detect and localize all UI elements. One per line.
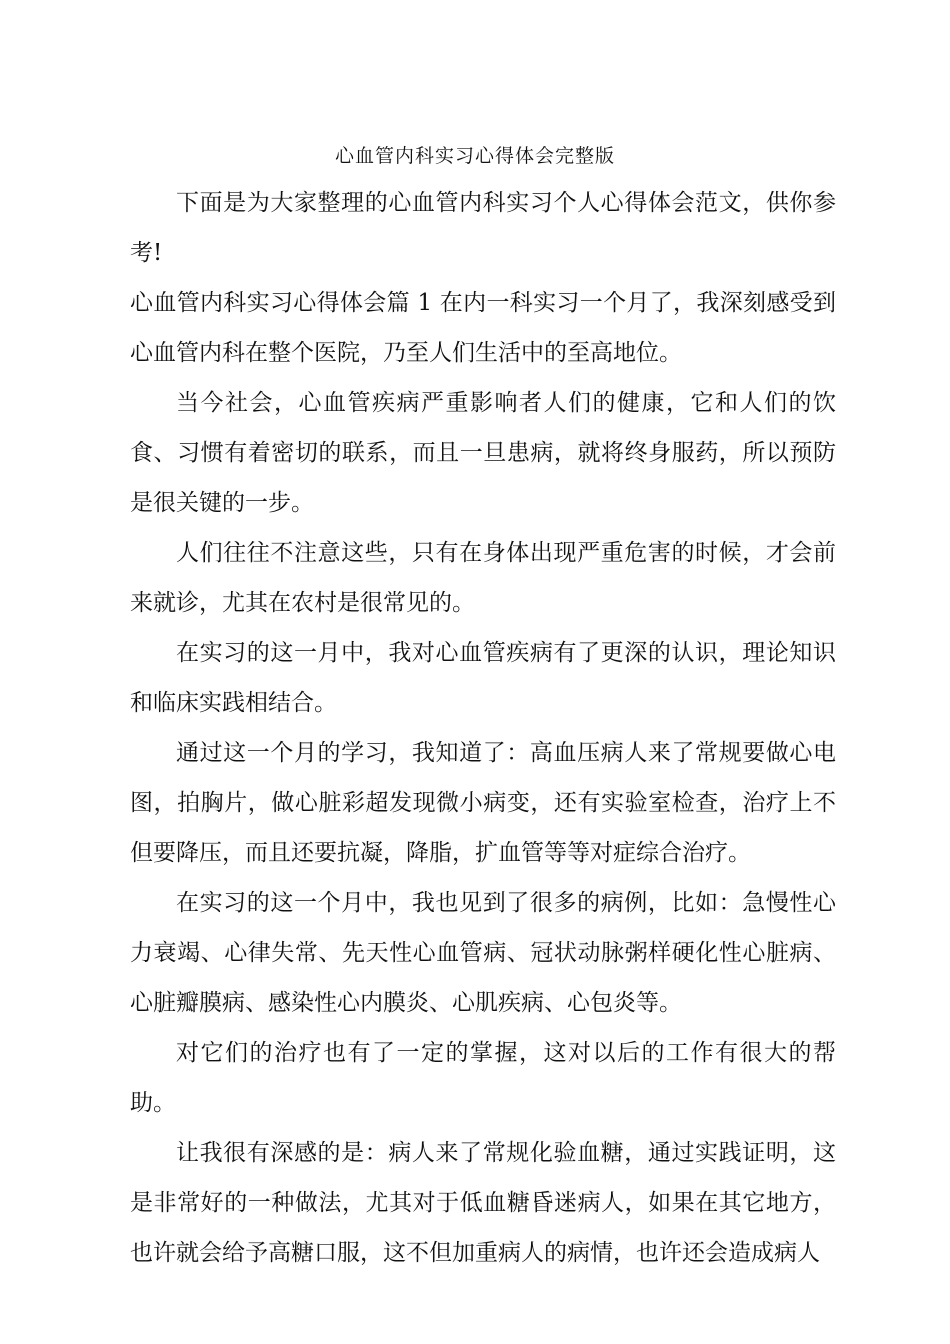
paragraph-4: 在实习的这一月中，我对心血管疾病有了更深的认识，理论知识和临床实践相结合。 <box>130 640 836 716</box>
paragraph-3: 人们往往不注意这些，只有在身体出现严重危害的时候，才会前来就诊，尤其在农村是很常见的。 <box>130 540 836 616</box>
document-body <box>130 178 836 1278</box>
paragraph-1: 心血管内科实习心得体会篇 1 在内一科实习一个月了，我深刻感受到心血管内科在整个医院，乃至人们生活中的至高地位。 <box>130 290 836 366</box>
paragraph-7: 对它们的治疗也有了一定的掌握，这对以后的工作有很大的帮助。 <box>130 1040 836 1116</box>
paragraph-6: 在实习的这一个月中，我也见到了很多的病例，比如：急慢性心力衰竭、心律失常、先天性心血管病、冠状动脉粥样硬化性心脏病、心脏瓣膜病、感染性心内膜炎、心肌疾病、心包炎等。 <box>130 890 836 1016</box>
document-title: 心血管内科实习心得体会完整版 <box>334 145 615 167</box>
paragraph-8: 让我很有深感的是：病人来了常规化验血糖，通过实践证明，这是非常好的一种做法，尤其对于低血糖昏迷病人，如果在其它地方，也许就会给予高糖口服，这不但加重病人的病情，也许还会造成病人 <box>130 1140 836 1266</box>
paragraph-5: 通过这一个月的学习，我知道了：高血压病人来了常规要做心电图，拍胸片，做心脏彩超发现微小病变，还有实验室检查，治疗上不但要降压，而且还要抗凝，降脂，扩血管等等对症综合治疗。 <box>130 740 836 866</box>
paragraph-2: 当今社会，心血管疾病严重影响者人们的健康，它和人们的饮食、习惯有着密切的联系，而且一旦患病，就将终身服药，所以预防是很关键的一步。 <box>130 390 836 516</box>
paragraph-intro: 下面是为大家整理的心血管内科实习个人心得体会范文，供你参考! <box>130 190 836 266</box>
